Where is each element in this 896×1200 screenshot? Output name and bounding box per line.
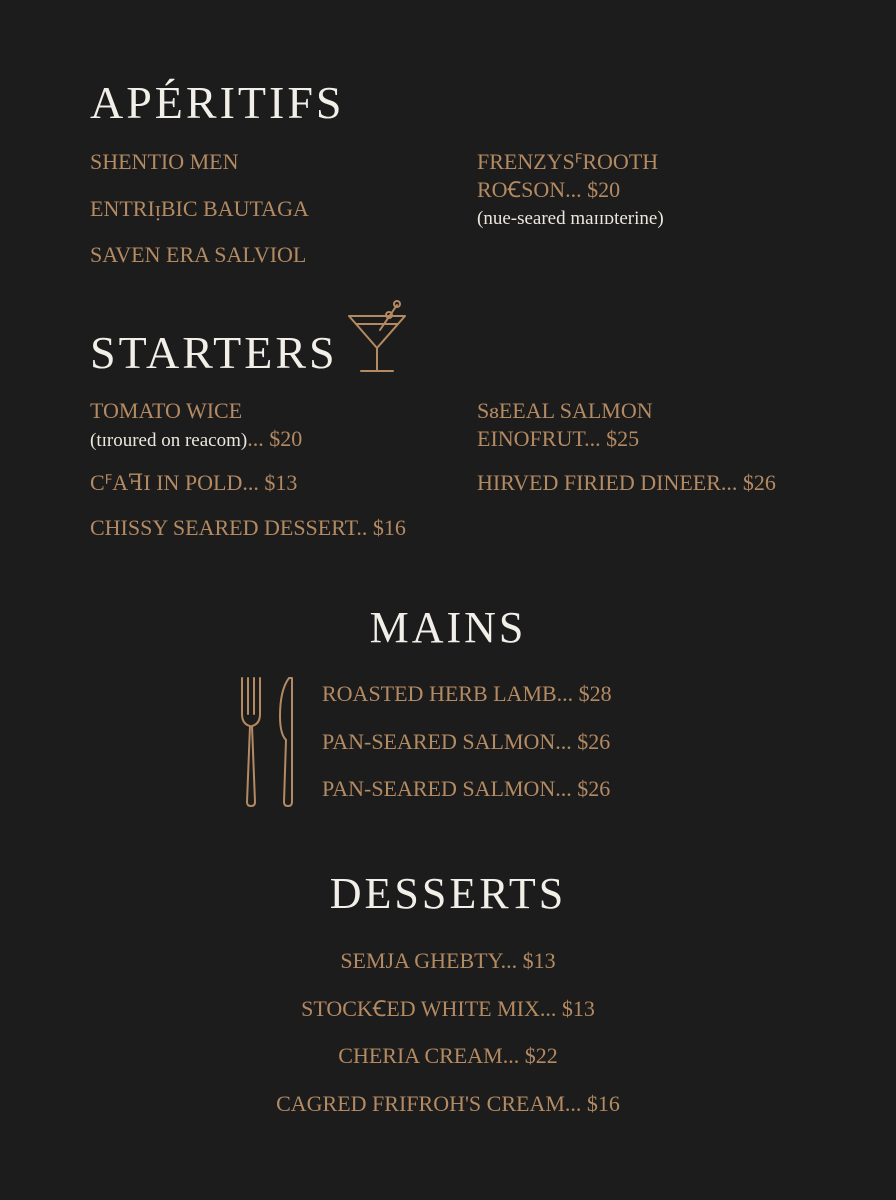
starters-heading: STARTERS	[90, 327, 338, 378]
starters-item-first-line1: TOMATO WICE	[90, 398, 243, 423]
desserts-item: CAGRED FRIFROH'S CREAM... $16	[276, 1091, 620, 1116]
cocktail-glass-icon	[344, 296, 408, 376]
aperitifs-item: SHENTIO MEN	[90, 149, 239, 174]
desserts-item: CHERIA CREAM... $22	[338, 1043, 558, 1068]
starters-item: CHISSY SEARED DESSERT.. $16	[90, 515, 406, 540]
mains-heading: MAINS	[369, 603, 527, 652]
starters-item-first-price: ... $20	[247, 426, 303, 451]
desserts-heading: DESSERTS	[329, 869, 567, 918]
mains-item: PAN-SEARED SALMON... $26	[322, 776, 611, 801]
starters-item-right-line2: EINOFRUT... $25	[477, 426, 640, 451]
starters-item-first-line2	[90, 425, 302, 455]
aperitifs-item: ENTRIᴉBIC BAUTAGA	[90, 196, 309, 221]
starters-item-right-line1: SᴕEEAL SALMON	[477, 398, 653, 423]
starters-item: CꟳAꟻI IN POLD... $13	[90, 470, 298, 495]
starters-item-first-note: (tɪroured on reacom)	[90, 430, 248, 451]
desserts-item: STOCKꞒED WHITE MIX... $13	[301, 996, 595, 1021]
desserts-item: SEMJA GHEBTY... $13	[340, 948, 556, 973]
mains-item: ROASTED HERB LAMB... $28	[322, 681, 612, 706]
mains-item: PAN-SEARED SALMON... $26	[322, 729, 611, 754]
aperitifs-item-right-line2: ROꞒSON... $20	[477, 177, 621, 202]
aperitifs-item-right-line1: FRENZYSꟳROOTH	[477, 149, 659, 174]
aperitifs-item-right-note: (nue-seared maɪɪᴅterine)	[477, 208, 664, 229]
aperitifs-item: SAVEN ERA SALVIOL	[90, 242, 307, 267]
starters-item: HIRVED FIRIED DINEER... $26	[477, 470, 776, 495]
fork-knife-icon	[236, 674, 300, 808]
aperitifs-heading: APÉRITIFS	[90, 77, 345, 128]
